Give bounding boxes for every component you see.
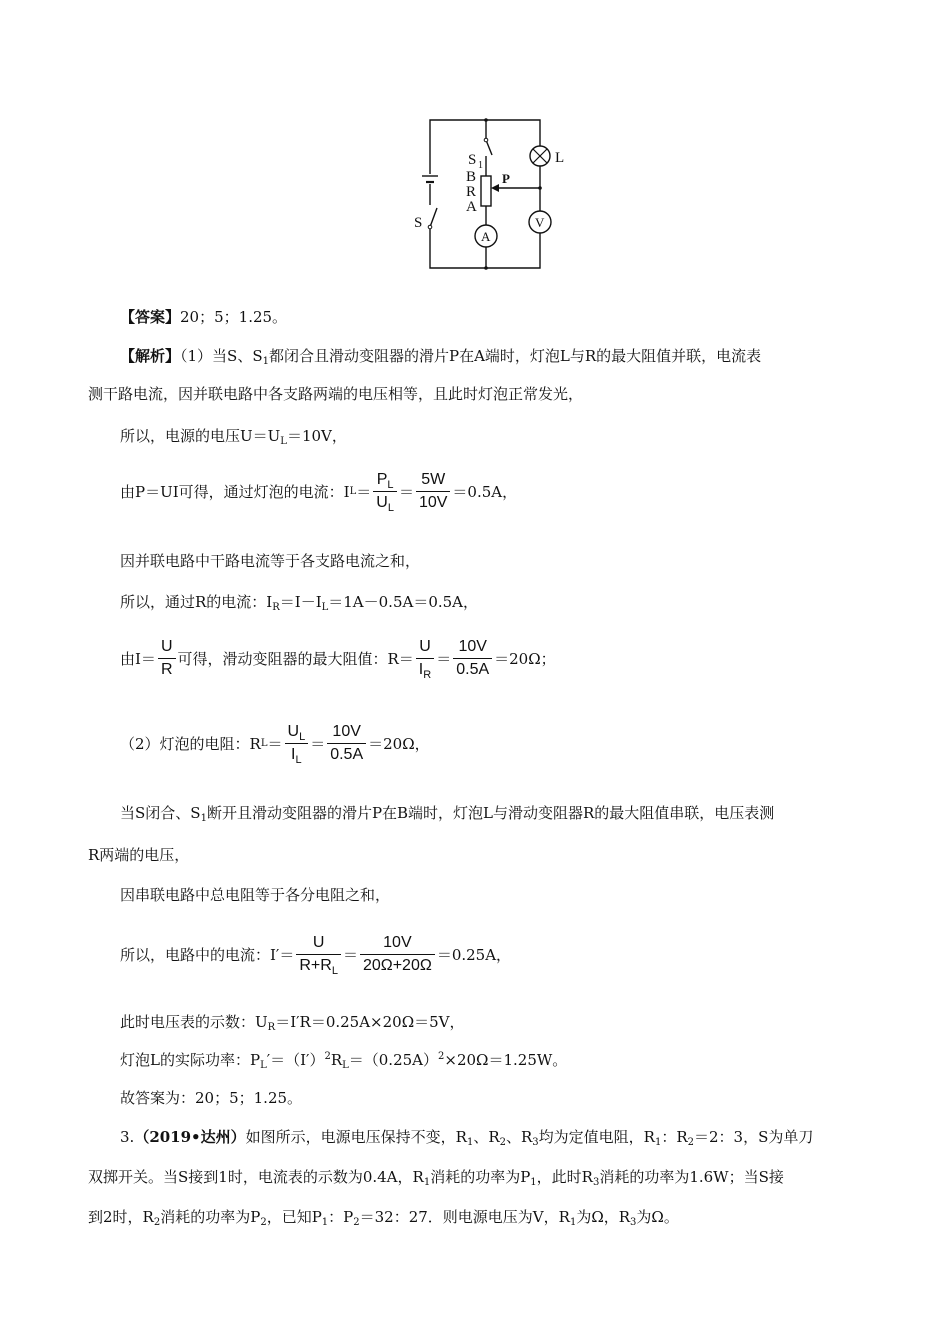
fraction: $\frac{10V}{20\Omega+20\Omega}$ [360, 933, 435, 976]
analysis-line-3: 所以，电源的电压$U=U_L=10V$， [120, 427, 347, 447]
label-b: B [466, 169, 477, 185]
analysis-tag: 【解析】 [120, 347, 181, 365]
analysis-text: ′＝（I′） [266, 1051, 325, 1069]
label-a: A [466, 199, 477, 215]
analysis-text: ＝0.5A， [452, 483, 518, 501]
analysis-line-8: 因串联电路中总电阻等于各分电阻之和， [120, 886, 391, 904]
analysis-text: ＝1A－0.5A＝0.5A， [328, 593, 479, 611]
analysis-text: 断开且滑动变阻器的滑片P在B端时，灯泡L与滑动变阻器R的最大阻值串联，电压表测 [206, 804, 775, 822]
analysis-line-1: 【解析】（1）当S、$S_1$都闭合且滑动变阻器的滑片P在A端时，灯泡L与R的最大阻值并联，电流表 [120, 347, 762, 367]
question-number: 3. [120, 1128, 135, 1146]
analysis-text: 由P＝UI可得，通过灯泡的电流：I [120, 483, 350, 501]
analysis-text: 所以，电源的电压U＝U [120, 427, 281, 445]
analysis-text: 所以，通过R的电流：I [120, 593, 273, 611]
analysis-text: 由I＝ [120, 650, 156, 668]
analysis-text: 所以，电路中的电流：I′ [120, 946, 280, 964]
label-s: S [414, 215, 423, 231]
analysis-text: ＝10V， [286, 427, 347, 445]
analysis-text: 灯泡L的实际功率：P [120, 1051, 261, 1069]
analysis-text: ＝20Ω； [494, 650, 556, 668]
fraction: $\frac{10V}{0.5A}$ [453, 637, 492, 680]
voltmeter-label: V [535, 215, 545, 230]
analysis-text: ×20Ω＝1.25W。 [444, 1051, 568, 1069]
question-source: （2019•达州） [134, 1128, 246, 1146]
analysis-text: （2）灯泡的电阻：R [120, 735, 261, 753]
fraction: $\frac{U}{R+R_L}$ [296, 933, 341, 976]
slider-arrow [491, 184, 499, 192]
label-l: L [555, 150, 565, 166]
analysis-line-6: 当S闭合、$S_1$断开且滑动变阻器的滑片P在B端时，灯泡L与滑动变阻器R的最大阻值串联，电压表测 [120, 804, 775, 824]
equation-current-lamp: 由P＝UI可得，通过灯泡的电流：I L ＝ $\frac{P_L}{U_L}$ ＝ $\frac{5W}{10V}$ ＝0.5A， [120, 471, 518, 514]
fraction: $\frac{5W}{10V}$ [416, 470, 450, 513]
label-s1-sub: 1 [478, 160, 483, 171]
analysis-text: ＝0.25A， [436, 946, 512, 964]
fraction: $\frac{P_L}{U_L}$ [373, 470, 397, 513]
question-3-line-2: 双掷开关。当S接到1时，电流表的示数为0.4A，$R_1$消耗的功率为$P_1$，此时$R_3$消耗的功率为1.6W；当S接 [88, 1168, 784, 1188]
fraction: $\frac{U}{I_R}$ [416, 637, 434, 680]
circuit-diagram [410, 110, 565, 278]
switch-s1 [486, 140, 492, 155]
answer-tag: 【答案】 [120, 308, 181, 326]
question-3-line-1: 3.（2019•达州）如图所示，电源电压保持不变，$R_1$、$R_2$、$R_3$均为定值电阻，$R_1$：$R_2=2$：3，S为单刀 [120, 1128, 814, 1148]
analysis-text: ＝I′R＝0.25A×20Ω＝5V， [275, 1013, 465, 1031]
rheostat-resistor [481, 176, 491, 206]
analysis-text: ＝（0.25A） [348, 1051, 438, 1069]
ammeter-label: A [481, 229, 491, 244]
equation-rheostat-max: 由I＝ $\frac{U}{R}$ 可得，滑动变阻器的最大阻值：R＝ $\frac{U}{I_R}$ ＝ $\frac{10V}{0.5A}$ ＝20Ω； [120, 638, 556, 681]
label-r: R [466, 184, 477, 200]
answer-line [120, 307, 287, 327]
label-s1: S [468, 152, 477, 168]
question-3-line-3: 到2时，$R_2$消耗的功率为$P_2$，已知$P_1$：$P_2=32$：27．则电源电压为V，$R_1$为Ω，$R_3$为Ω。 [88, 1208, 679, 1228]
analysis-line-4: 因并联电路中干路电流等于各支路电流之和， [120, 552, 421, 570]
analysis-text: 可得，滑动变阻器的最大阻值：R＝ [177, 650, 414, 668]
answer-text: 20；5；1.25。 [180, 308, 288, 326]
label-p: P [502, 171, 510, 186]
analysis-text: 都闭合且滑动变阻器的滑片P在A端时，灯泡L与R的最大阻值并联，电流表 [269, 347, 762, 365]
analysis-line-11: 故答案为：20；5；1.25。 [120, 1089, 303, 1107]
analysis-line-2: 测干路电流，因并联电路中各支路两端的电压相等，且此时灯泡正常发光， [88, 385, 584, 403]
analysis-text: （1）当S、S [180, 347, 263, 365]
analysis-text: 此时电压表的示数：U [120, 1013, 268, 1031]
fraction: $\frac{U}{R}$ [158, 637, 176, 680]
analysis-text: ＝I－I [279, 593, 322, 611]
equation-lamp-resistance: （2）灯泡的电阻：R L ＝ $\frac{U_L}{I_L}$ ＝ $\frac{10V}{0.5A}$ ＝20Ω， [120, 723, 430, 766]
analysis-text: ＝20Ω， [368, 735, 430, 753]
fraction: $\frac{10V}{0.5A}$ [327, 722, 366, 765]
analysis-line-7: R两端的电压， [88, 846, 190, 864]
analysis-line-10: 灯泡L的实际功率：$P_L'=(I')^2R_L=(0.25A)^2\times 20\Omega=1.25W$。 [120, 1051, 568, 1071]
equation-series-current: 所以，电路中的电流：I′ ＝ $\frac{U}{R+R_L}$ ＝ $\frac{10V}{20\Omega+20\Omega}$ ＝0.25A， [120, 934, 512, 977]
fraction: $\frac{U_L}{I_L}$ [285, 722, 309, 765]
analysis-text: R [330, 1051, 343, 1069]
analysis-line-9: 此时电压表的示数：$U_R=I'R=0.25A\times 20\Omega=5V$， [120, 1013, 465, 1033]
analysis-line-5: 所以，通过R的电流：$I_R=I-I_L=1A-0.5A=0.5A$， [120, 593, 479, 613]
analysis-text: 当S闭合、S [120, 804, 201, 822]
